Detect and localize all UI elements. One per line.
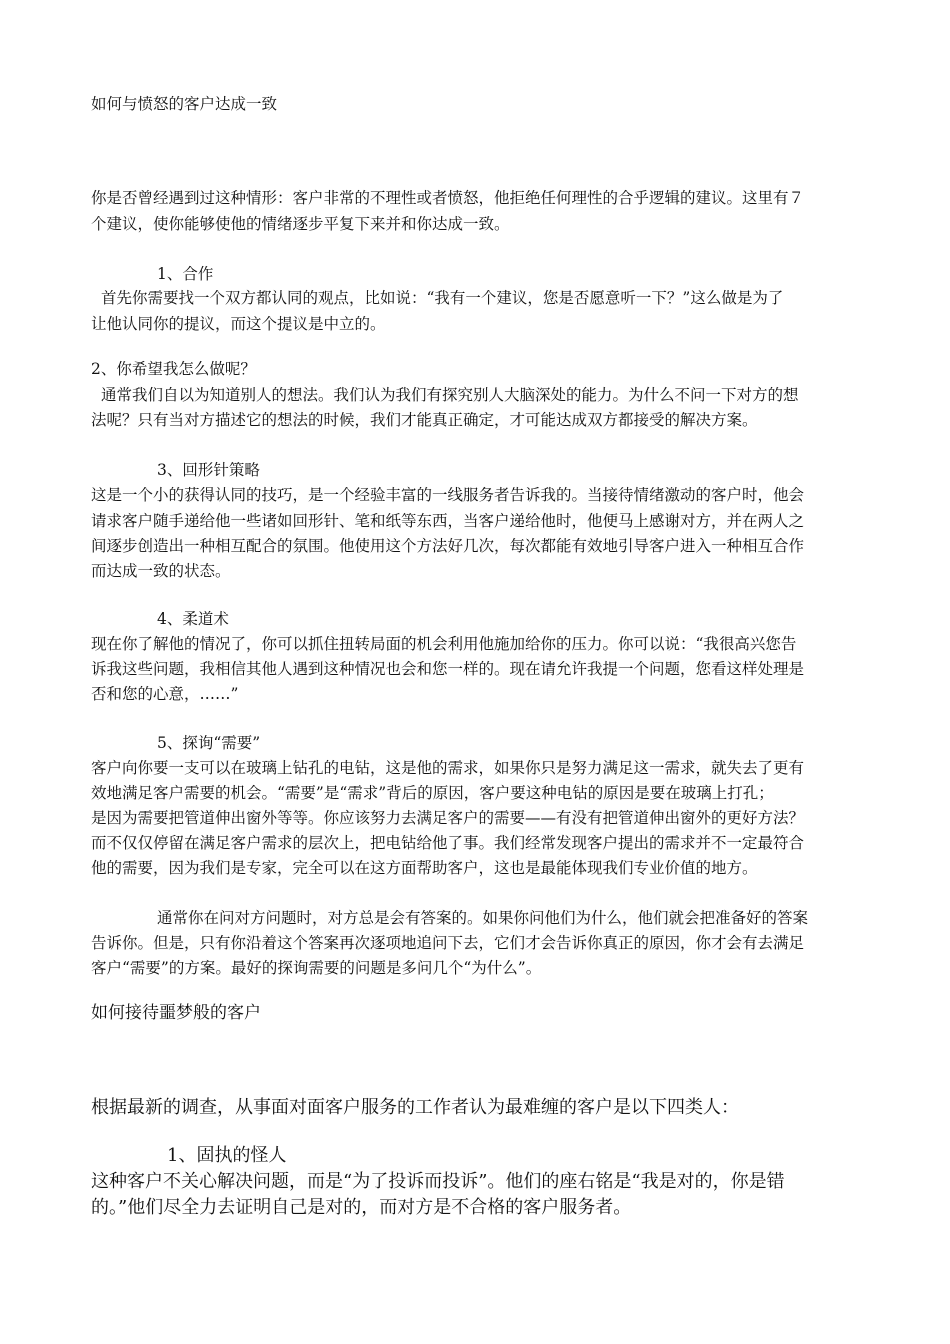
section-body-line: 通常我们自以为知道别人的想法。我们认为我们有探究别人大脑深处的能力。为什么不问一下对方的想 [101, 386, 799, 404]
intro-line-2: 个建议，使你能够使他的情绪逐步平复下来并和你达成一致。 [91, 215, 510, 233]
section-body-line: 效地满足客户需要的机会。“需要”是“需求”背后的原因，客户要这种电钻的原因是要在玻璃上打孔； [91, 784, 774, 802]
section-body-line: 而达成一致的状态。 [91, 562, 231, 580]
section-heading-stubborn: 1、固执的怪人 [167, 1145, 287, 1166]
document-title: 如何与愤怒的客户达成一致 [91, 95, 278, 113]
section-body-line: 这是一个小的获得认同的技巧，是一个经验丰富的一线服务者告诉我的。当接待情绪激动的客户时，他会 [91, 486, 805, 504]
section-body-line: 首先你需要找一个双方都认同的观点，比如说：“我有一个建议，您是否愿意听一下？”这么做是为了 [101, 289, 784, 307]
section-body-line: 诉我这些问题，我相信其他人遇到这种情况也会和您一样的。现在请允许我提一个问题，您看这样处理是 [91, 660, 805, 678]
intro2-line: 根据最新的调查，从事面对面客户服务的工作者认为最难缠的客户是以下四类人： [91, 1097, 739, 1118]
section-body-line: 是因为需要把管道伸出窗外等等。你应该努力去满足客户的需要——有没有把管道伸出窗外的更好方法？ [91, 809, 805, 827]
section-body-line: 这种客户不关心解决问题，而是“为了投诉而投诉”。他们的座右铭是“我是对的，你是错 [91, 1171, 785, 1192]
section-heading-what-do-you-want: 2、你希望我怎么做呢？ [91, 360, 256, 378]
intro-line-1: 你是否曾经遇到过这种情形：客户非常的不理性或者愤怒，他拒绝任何理性的合乎逻辑的建议。这里有７ [91, 189, 805, 207]
section-body-line: 客户向你要一支可以在玻璃上钻孔的电钻，这是他的需求，如果你只是努力满足这一需求，就失去了更有 [91, 759, 805, 777]
section-heading-cooperate: 1、合作 [157, 265, 214, 283]
document-title-2: 如何接待噩梦般的客户 [91, 1003, 261, 1023]
section-heading-paperclip: 3、回形针策略 [157, 461, 260, 479]
section-body-line: 通常你在问对方问题时，对方总是会有答案的。如果你问他们为什么，他们就会把准备好的答案 [157, 909, 809, 927]
section-body-line: 客户“需要”的方案。最好的探询需要的问题是多问几个“为什么”。 [91, 959, 542, 977]
section-body-line: 告诉你。但是，只有你沿着这个答案再次逐项地追问下去，它们才会告诉你真正的原因，你才会有去满足 [91, 934, 805, 952]
section-heading-needs: 5、探询“需要” [157, 734, 261, 752]
section-body-line: 请求客户随手递给他一些诸如回形针、笔和纸等东西，当客户递给他时，他便马上感谢对方，并在两人之 [91, 512, 805, 530]
section-heading-judo: 4、柔道术 [157, 610, 229, 628]
section-body-line: 而不仅仅停留在满足客户需求的层次上，把电钻给他了事。我们经常发现客户提出的需求并不一定最符合 [91, 834, 805, 852]
section-body-line: 法呢？只有当对方描述它的想法的时候，我们才能真正确定，才可能达成双方都接受的解决方案。 [91, 411, 758, 429]
section-body-line: 让他认同你的提议，而这个提议是中立的。 [91, 315, 386, 333]
section-body-line: 间逐步创造出一种相互配合的氛围。他使用这个方法好几次，每次都能有效地引导客户进入一种相互合作 [91, 537, 805, 555]
section-body-line: 否和您的心意，……” [91, 685, 239, 703]
section-body-line: 的。”他们尽全力去证明自己是对的，而对方是不合格的客户服务者。 [91, 1197, 632, 1218]
section-body-line: 他的需要，因为我们是专家，完全可以在这方面帮助客户，这也是最能体现我们专业价值的地方。 [91, 859, 758, 877]
section-body-line: 现在你了解他的情况了，你可以抓住扭转局面的机会利用他施加给你的压力。你可以说：“我很高兴您告 [91, 635, 797, 653]
